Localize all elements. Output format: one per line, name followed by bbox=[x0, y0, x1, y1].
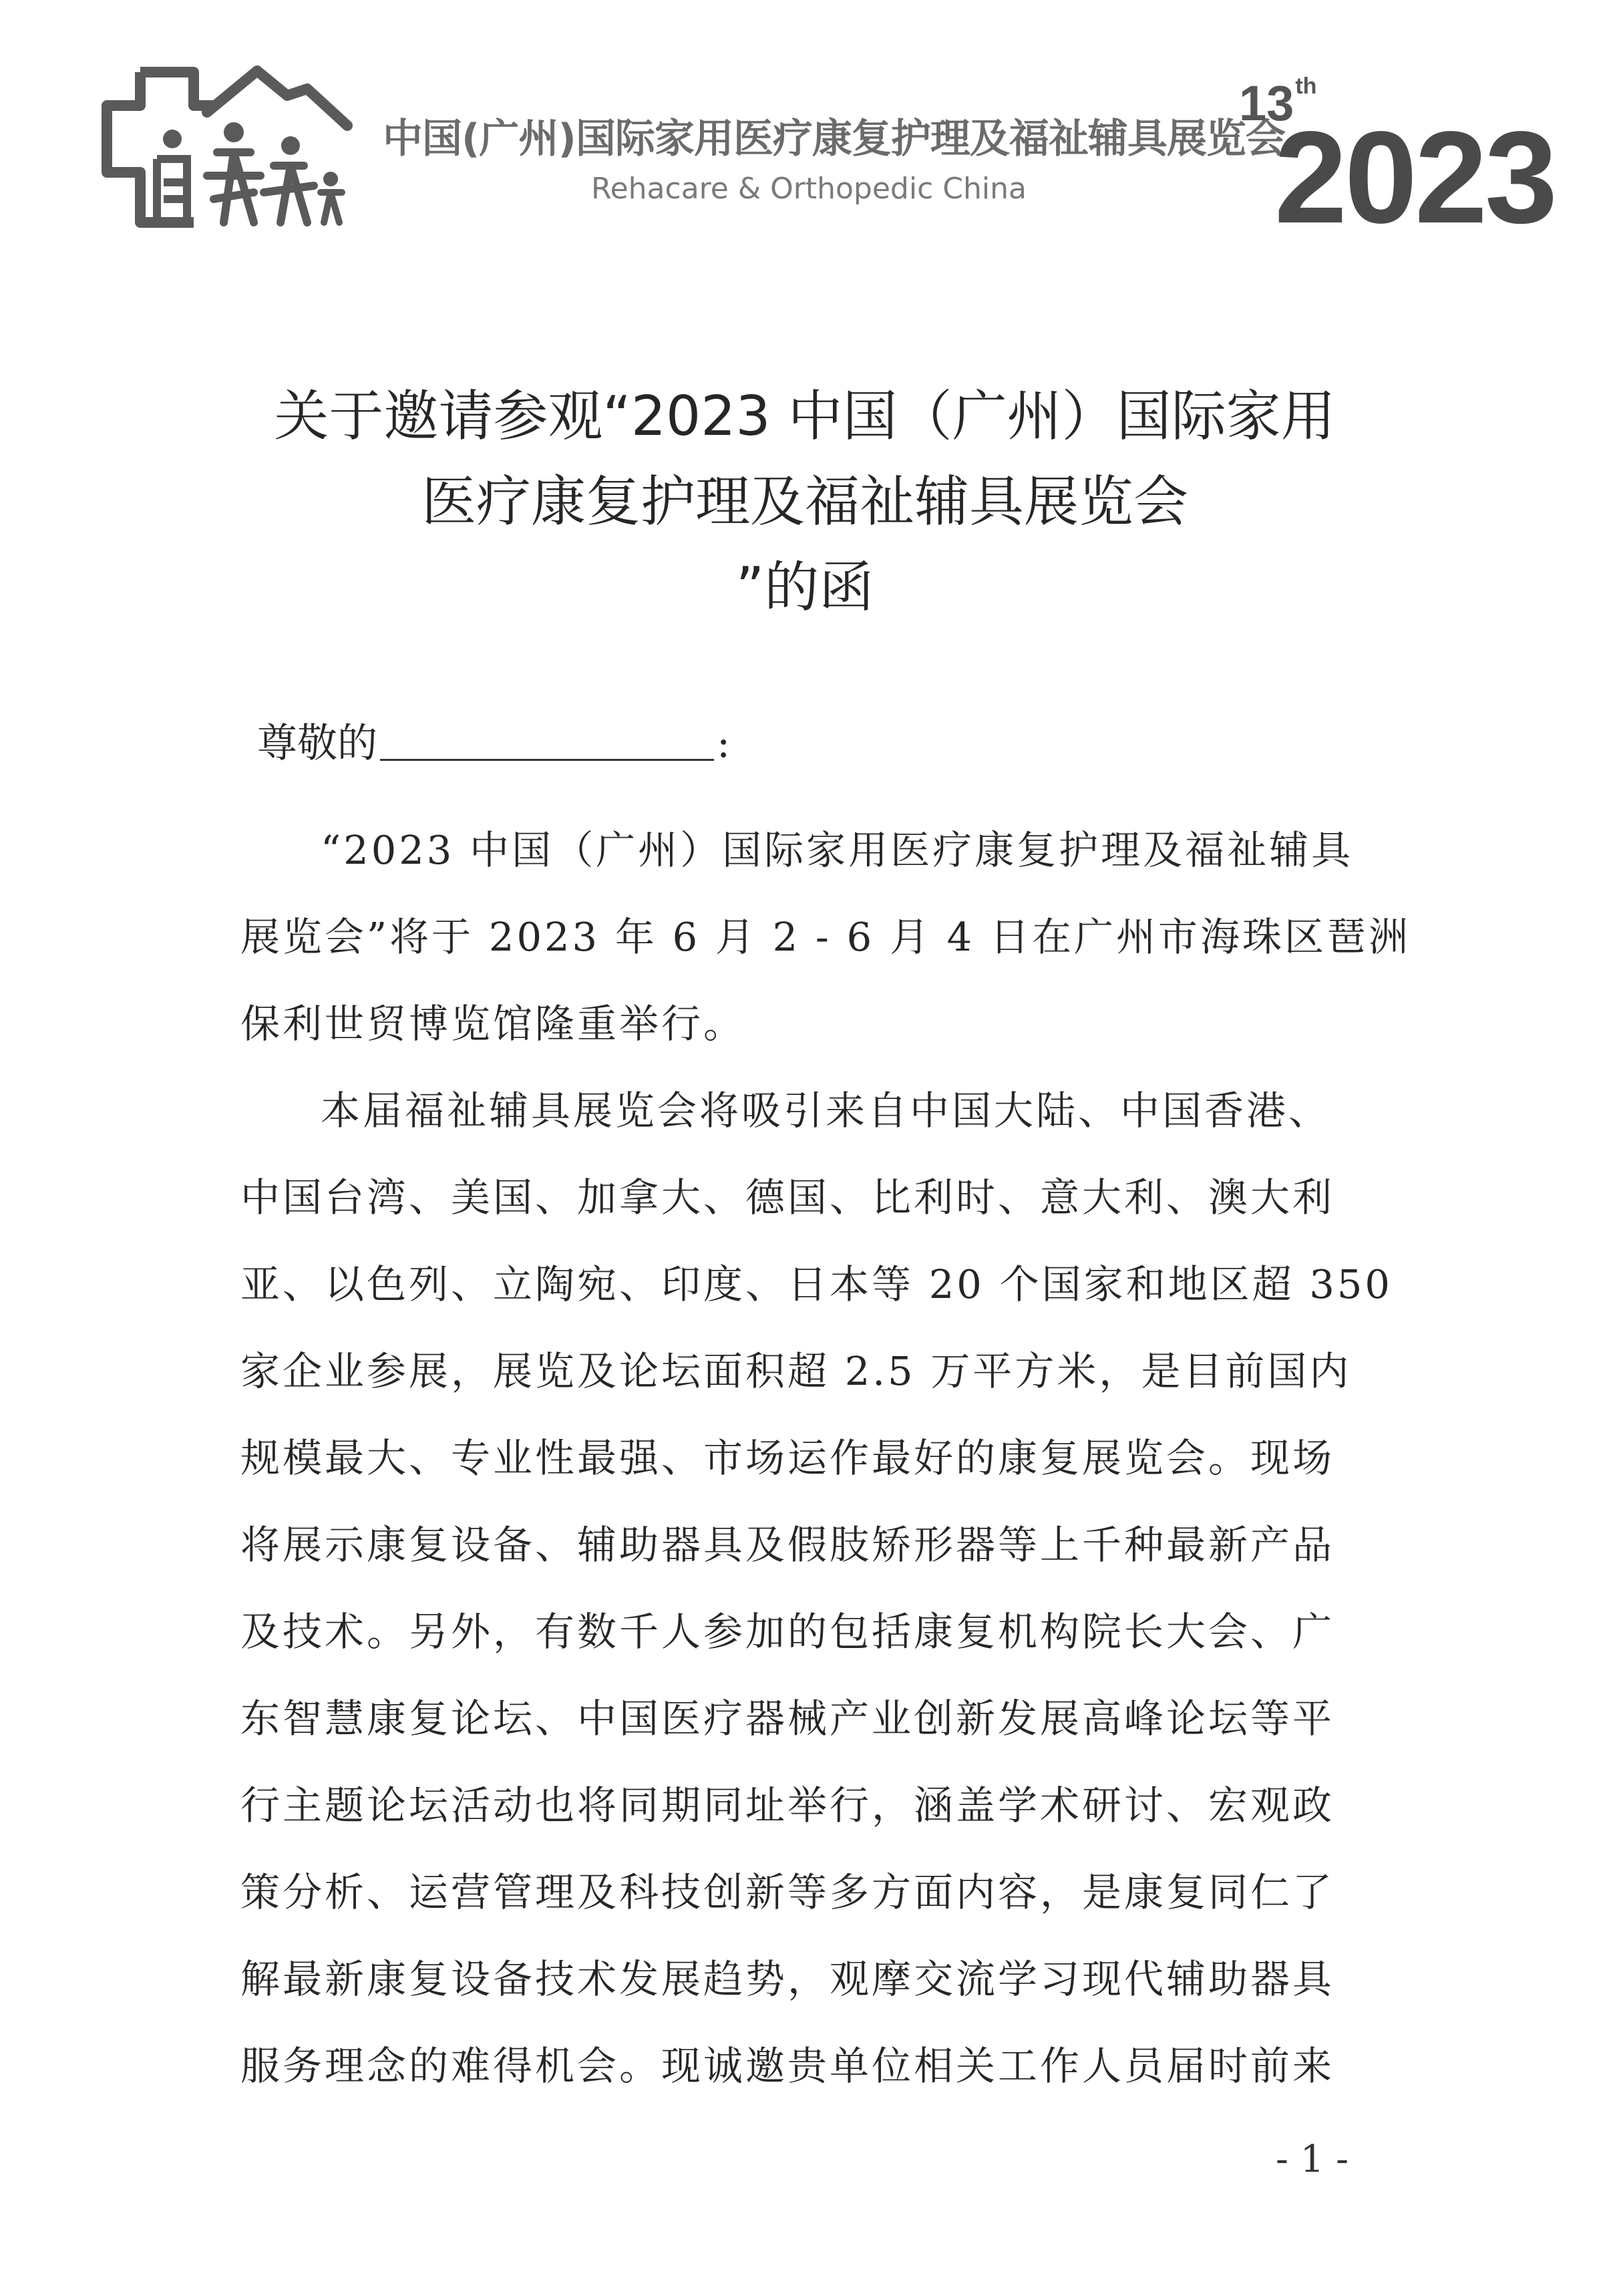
body-line: “2023 中国（广州）国际家用医疗康复护理及福祉辅具 bbox=[321, 827, 1354, 873]
body-line: 服务理念的难得机会。现诚邀贵单位相关工作人员届时前来 bbox=[240, 2043, 1335, 2089]
title-line-1: 关于邀请参观“2023 中国（广州）国际家用 bbox=[274, 385, 1336, 448]
recipient-blank bbox=[380, 719, 714, 761]
letter-body bbox=[240, 807, 1411, 2110]
edition-suffix: th bbox=[1295, 73, 1317, 99]
body-line: 中国台湾、美国、加拿大、德国、比利时、意大利、澳大利 bbox=[240, 1174, 1335, 1220]
salutation-suffix: : bbox=[717, 720, 731, 767]
exhibition-name-en: Rehacare & Orthopedic China bbox=[591, 172, 1027, 206]
body-line: 解最新康复设备技术发展趋势，观摩交流学习现代辅助器具 bbox=[240, 1956, 1335, 2002]
letter-title bbox=[200, 374, 1409, 631]
edition-number: 13 bbox=[1239, 75, 1294, 131]
salutation bbox=[257, 713, 730, 774]
body-line: 行主题论坛活动也将同期同址举行，涵盖学术研讨、宏观政 bbox=[240, 1782, 1335, 1828]
body-line: 保利世贸博览馆隆重举行。 bbox=[240, 1001, 746, 1047]
body-line: 规模最大、专业性最强、市场运作最好的康复展览会。现场 bbox=[240, 1435, 1335, 1481]
body-line: 亚、以色列、立陶宛、印度、日本等 20 个国家和地区超 350 bbox=[240, 1261, 1393, 1307]
salutation-prefix: 尊敬的 bbox=[257, 720, 377, 767]
body-line: 策分析、运营管理及科技创新等多方面内容，是康复同仁了 bbox=[240, 1869, 1335, 1915]
body-line: 将展示康复设备、辅助器具及假肢矫形器等上千种最新产品 bbox=[240, 1522, 1335, 1568]
title-line-3: ”的函 bbox=[735, 556, 874, 619]
exhibition-name-cn: 中国(广州)国际家用医疗康复护理及福祉辅具展览会 bbox=[383, 116, 1285, 162]
title-line-2: 医疗康复护理及福祉辅具展览会 bbox=[421, 470, 1188, 534]
exhibition-logo-icon bbox=[94, 59, 354, 239]
page-number: - 1 - bbox=[1276, 2138, 1349, 2181]
edition-year: 2023 bbox=[1274, 104, 1556, 251]
body-line: 本届福祉辅具展览会将吸引来自中国大陆、中国香港、 bbox=[321, 1088, 1331, 1134]
body-line: 家企业参展，展览及论坛面积超 2.5 万平方米，是目前国内 bbox=[240, 1348, 1352, 1394]
body-line: 东智慧康复论坛、中国医疗器械产业创新发展高峰论坛等平 bbox=[240, 1695, 1335, 1742]
body-line: 展览会”将于 2023 年 6 月 2 - 6 月 4 日在广州市海珠区琶洲 bbox=[240, 914, 1411, 960]
body-line: 及技术。另外，有数千人参加的包括康复机构院长大会、广 bbox=[240, 1609, 1335, 1655]
